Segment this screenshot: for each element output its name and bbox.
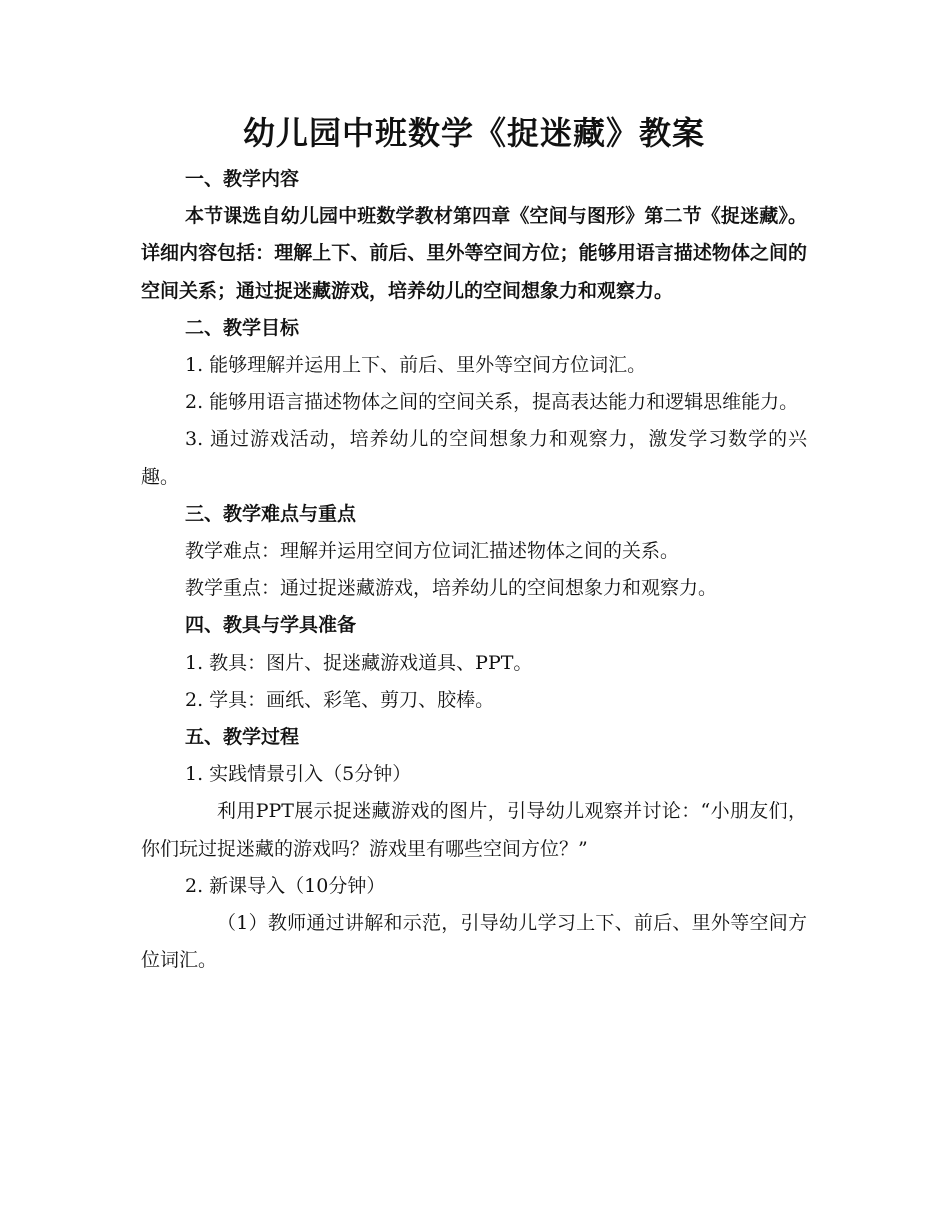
document-page — [141, 105, 807, 979]
difficulty-text: 教学难点：理解并运用空间方位词汇描述物体之间的关系。 — [185, 540, 680, 563]
goal-item-1: 1. 能够理解并运用上下、前后、里外等空间方位词汇。 — [185, 354, 647, 377]
materials-item-1: 1. 教具：图片、捉迷藏游戏道具、PPT。 — [185, 651, 533, 674]
goal-item-2: 2. 能够用语言描述物体之间的空间关系，提高表达能力和逻辑思维能力。 — [185, 391, 799, 414]
document-title: 幼儿园中班数学《捉迷藏》教案 — [242, 114, 705, 152]
content-paragraph: 本节课选自幼儿园中班数学教材第四章《空间与图形》第二节《捉迷藏》。详细内容包括：理解上下、前后、里外等空间方位；能够用语言描述物体之间的空间关系；通过捉迷藏游戏，培养幼儿的空间想象力和观察力。 — [141, 205, 807, 302]
process-step-1: 1. 实践情景引入（5分钟） — [185, 763, 412, 786]
section-heading-process: 五、教学过程 — [185, 726, 300, 749]
process-step-1-detail: 利用PPT展示捉迷藏游戏的图片，引导幼儿观察并讨论：“小朋友们，你们玩过捉迷藏的游戏吗？游戏里有哪些空间方位？” — [141, 800, 807, 860]
process-step-2-detail: （1）教师通过讲解和示范，引导幼儿学习上下、前后、里外等空间方位词汇。 — [141, 912, 807, 972]
section-heading-difficulty: 三、教学难点与重点 — [185, 502, 357, 525]
goal-item-3: 3. 通过游戏活动，培养幼儿的空间想象力和观察力，激发学习数学的兴趣。 — [141, 428, 807, 488]
section-heading-materials: 四、教具与学具准备 — [185, 614, 357, 637]
section-heading-content: 一、教学内容 — [185, 168, 300, 190]
section-heading-goals: 二、教学目标 — [185, 316, 300, 339]
key-point-text: 教学重点：通过捉迷藏游戏，培养幼儿的空间想象力和观察力。 — [185, 577, 718, 600]
materials-item-2: 2. 学具：画纸、彩笔、剪刀、胶棒。 — [185, 688, 495, 711]
process-step-2: 2. 新课导入（10分钟） — [185, 874, 386, 897]
